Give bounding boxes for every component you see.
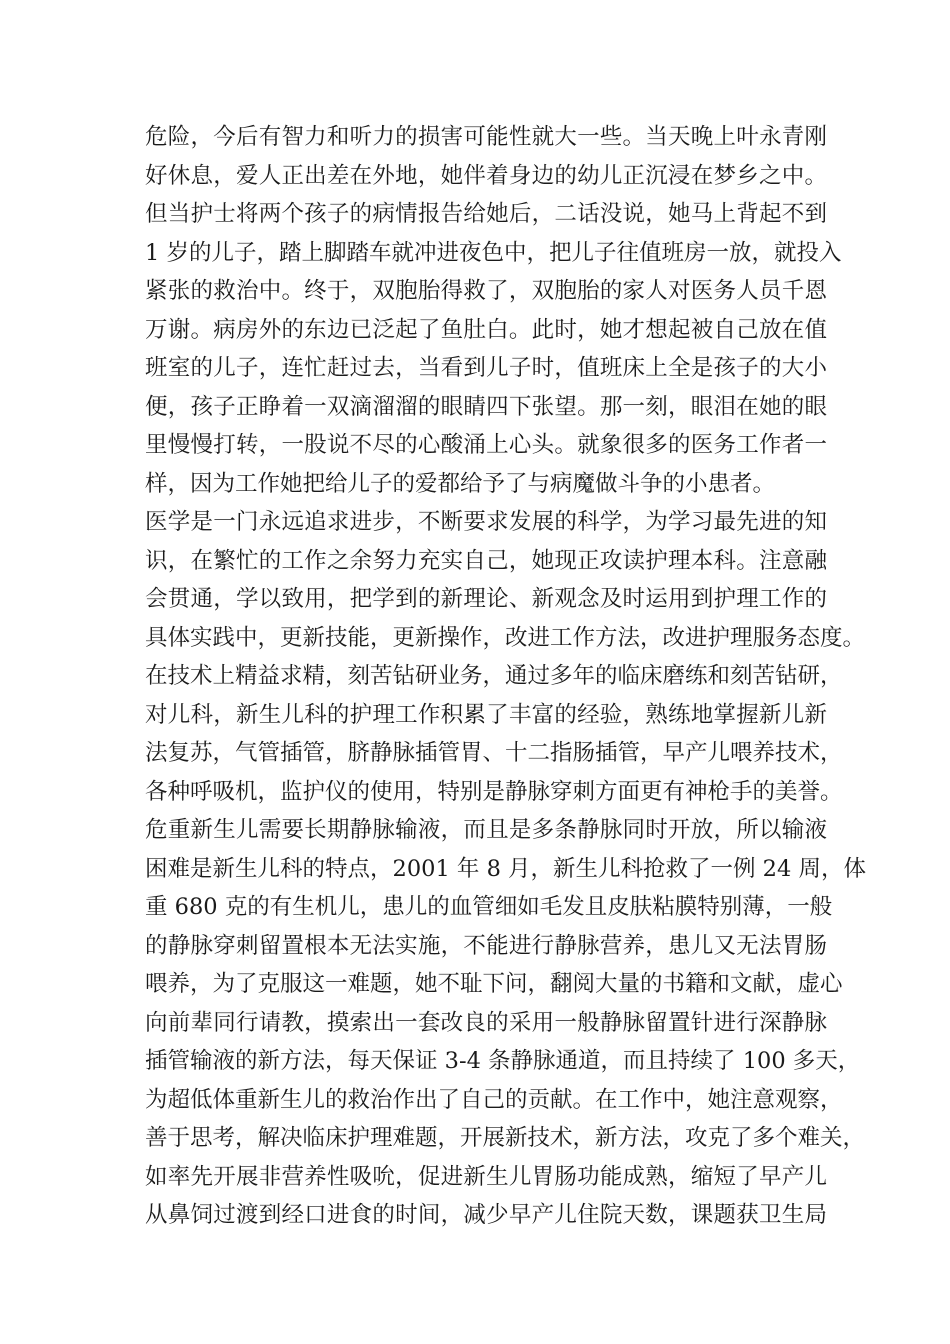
text-line: 在技术上精益求精，刻苦钻研业务，通过多年的临床磨练和刻苦钻研， <box>145 663 843 689</box>
text-line: 的静脉穿刺留置根本无法实施，不能进行静脉营养，患儿又无法胃肠 <box>145 932 827 959</box>
document-page <box>145 118 866 1235</box>
text-line: 具体实践中，更新技能，更新操作，改进工作方法，改进护理服务态度。 <box>145 624 866 651</box>
text-line: 医学是一门永远追求进步，不断要求发展的科学，为学习最先进的知 <box>145 509 827 535</box>
text-line: 喂养，为了克服这一难题，她不耻下问，翻阅大量的书籍和文献，虚心 <box>145 971 843 997</box>
text-line: 里慢慢打转，一股说不尽的心酸涌上心头。就象很多的医务工作者一 <box>145 432 827 458</box>
text-line: 但当护士将两个孩子的病情报告给她后，二话没说，她马上背起不到 <box>145 201 827 227</box>
text-line: 便，孩子正睁着一双滴溜溜的眼睛四下张望。那一刻，眼泪在她的眼 <box>145 393 827 420</box>
text-line: 从鼻饲过渡到经口进食的时间，减少早产儿住院天数，课题获卫生局 <box>145 1202 827 1228</box>
text-line: 紧张的救治中。终于，双胞胎得救了，双胞胎的家人对医务人员千恩 <box>145 278 827 304</box>
text-line: 各种呼吸机，监护仪的使用，特别是静脉穿刺方面更有神枪手的美誉。 <box>145 778 843 805</box>
text-line: 插管输液的新方法，每天保证 3-4 条静脉通道，而且持续了 100 多天， <box>145 1048 861 1074</box>
text-line: 为超低体重新生儿的救治作出了自己的贡献。在工作中，她注意观察， <box>145 1086 843 1113</box>
text-line: 法复苏，气管插管，脐静脉插管胃、十二指肠插管，早产儿喂养技术， <box>145 740 843 766</box>
text-line: 好休息，爱人正出差在外地，她伴着身边的幼儿正沉浸在梦乡之中。 <box>145 162 827 189</box>
text-line: 困难是新生儿科的特点，2001 年 8 月，新生儿科抢救了一例 24 周，体 <box>145 855 866 882</box>
text-line: 万谢。病房外的东边已泛起了鱼肚白。此时，她才想起被自己放在值 <box>145 316 827 343</box>
text-line: 会贯通，学以致用，把学到的新理论、新观念及时运用到护理工作的 <box>145 586 827 612</box>
text-line: 如率先开展非营养性吸吮，促进新生儿胃肠功能成熟，缩短了早产儿 <box>145 1163 827 1190</box>
text-line: 向前辈同行请教，摸索出一套改良的采用一般静脉留置针进行深静脉 <box>145 1009 827 1036</box>
text-line: 识，在繁忙的工作之余努力充实自己，她现正攻读护理本科。注意融 <box>145 547 827 574</box>
text-line: 对儿科，新生儿科的护理工作积累了丰富的经验，熟练地掌握新儿新 <box>145 701 827 728</box>
text-line: 危险，今后有智力和听力的损害可能性就大一些。当天晚上叶永青刚 <box>145 124 827 150</box>
text-line: 危重新生儿需要长期静脉输液，而且是多条静脉同时开放，所以输液 <box>145 817 827 843</box>
text-line: 重 680 克的有生机儿，患儿的血管细如毛发且皮肤粘膜特别薄，一般 <box>145 894 833 920</box>
text-line: 样，因为工作她把给儿子的爱都给予了与病魔做斗争的小患者。 <box>145 470 776 497</box>
text-line: 1 岁的儿子，踏上脚踏车就冲进夜色中，把儿子往值班房一放，就投入 <box>145 239 842 266</box>
text-line: 班室的儿子，连忙赶过去，当看到儿子时，值班床上全是孩子的大小 <box>145 355 827 381</box>
text-line: 善于思考，解决临床护理难题，开展新技术，新方法，攻克了多个难关， <box>145 1125 866 1151</box>
